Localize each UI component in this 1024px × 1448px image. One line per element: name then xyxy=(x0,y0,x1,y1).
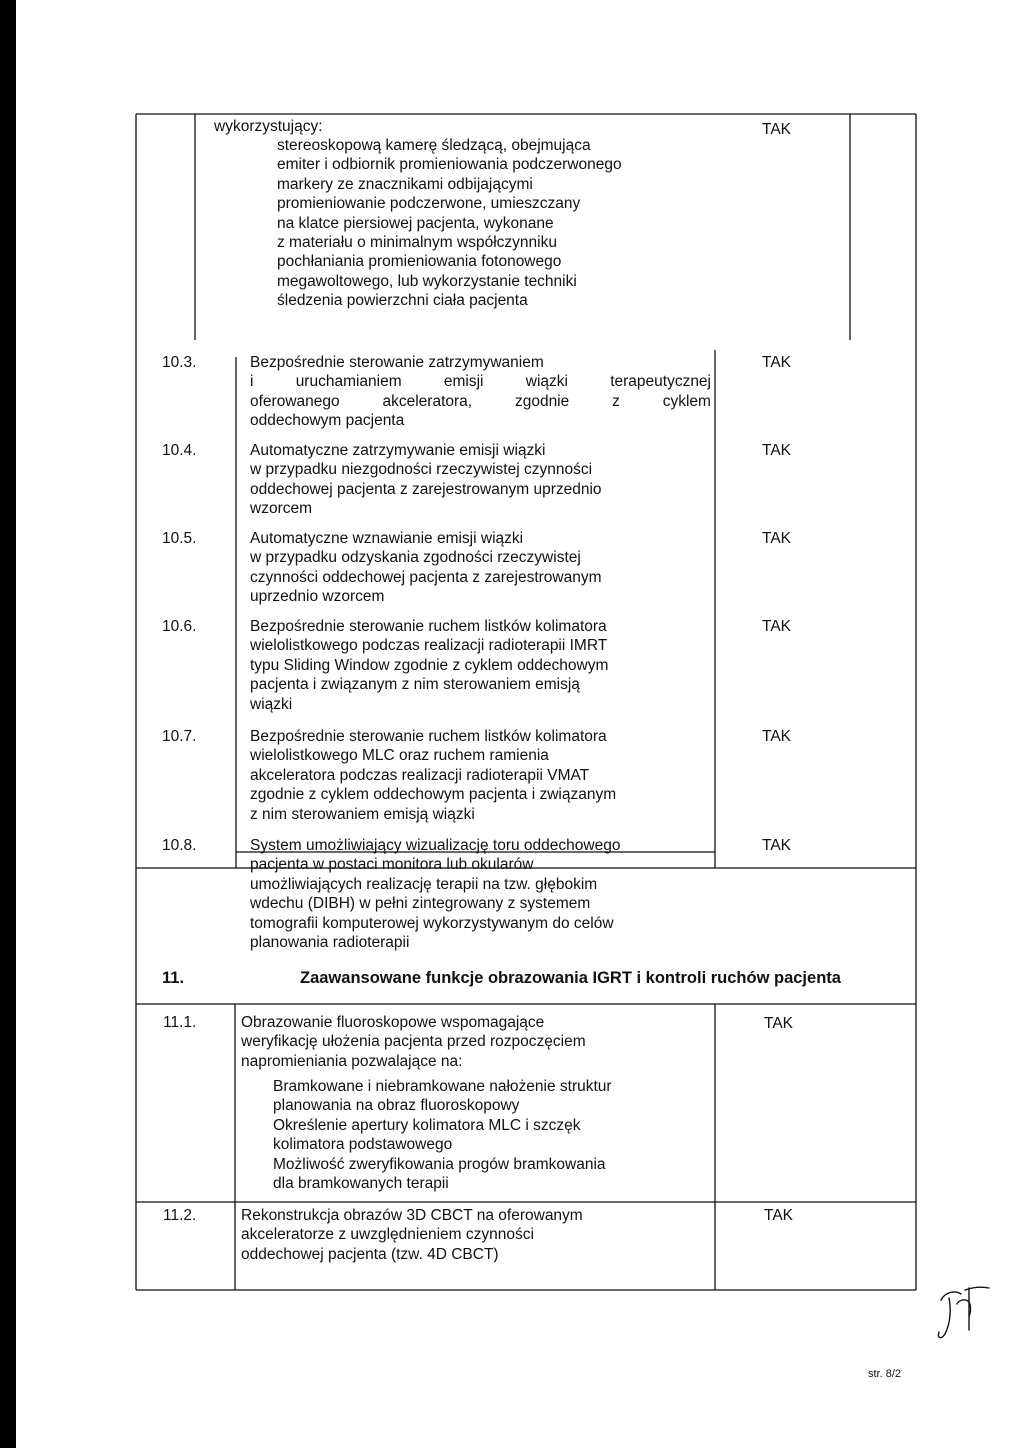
row-line: Bezpośrednie sterowanie ruchem listków kolimatora xyxy=(250,728,607,745)
row-11-1-tak: TAK xyxy=(764,1015,793,1032)
row-line: pochłaniania promieniowania fotonowego xyxy=(277,253,562,271)
row-line: pacjenta w postaci monitora lub okularów xyxy=(250,856,534,874)
row-line: oddechowej pacjenta z zarejestrowanym uprzednio xyxy=(250,480,602,498)
row-10-4-number: 10.4. xyxy=(162,442,197,459)
row-line: uprzednio wzorcem xyxy=(250,588,385,606)
row-line: planowania na obraz fluoroskopowy xyxy=(273,1097,520,1115)
row-11-2-text xyxy=(241,1206,583,1264)
row-10-6-text xyxy=(250,617,608,714)
row-line: promieniowanie podczerwone, umieszczany xyxy=(277,195,581,213)
document-page xyxy=(16,0,1024,1448)
row-cont-tak: TAK xyxy=(762,121,791,138)
row-11-2-number: 11.2. xyxy=(163,1207,197,1224)
row-line: typu Sliding Window zgodnie z cyklem oddechowym xyxy=(250,656,609,674)
row-10-6-tak: TAK xyxy=(762,618,791,635)
row-line: wielolistkowego podczas realizacji radioterapii IMRT xyxy=(250,637,608,655)
row-10-8-tak: TAK xyxy=(762,837,791,854)
row-10-5-text xyxy=(250,529,602,607)
row-line: wiązki xyxy=(250,695,293,713)
row-line: oferowanego akceleratora, zgodnie z cyklem xyxy=(250,392,711,410)
row-10-7-tak: TAK xyxy=(762,728,791,745)
row-line: w przypadku niezgodności rzeczywistej czynności xyxy=(250,461,593,479)
row-line: weryfikację ułożenia pacjenta przed rozpoczęciem xyxy=(241,1033,586,1051)
row-10-5-tak: TAK xyxy=(762,530,791,547)
row-line: tomografii komputerowej wykorzystywanym do celów xyxy=(250,914,614,932)
row-line: akceleratora podczas realizacji radioterapii VMAT xyxy=(250,766,590,784)
row-10-4-text xyxy=(250,441,602,519)
row-line: Możliwość zweryfikowania progów bramkowania xyxy=(273,1155,606,1173)
row-line: z nim sterowaniem emisją wiązki xyxy=(250,805,475,823)
row-line: z materiału o minimalnym współczynniku xyxy=(277,234,557,252)
row-cont-list xyxy=(277,136,622,311)
row-cont-intro: wykorzystujący: xyxy=(214,118,323,135)
row-line: zgodnie z cyklem oddechowym pacjenta i związanym xyxy=(250,786,617,804)
row-line: markery ze znacznikami odbijającymi xyxy=(277,175,533,193)
row-line: wielolistkowego MLC oraz ruchem ramienia xyxy=(250,747,549,765)
handwritten-initials xyxy=(931,1282,1001,1348)
row-line: kolimatora podstawowego xyxy=(273,1136,453,1154)
row-line: śledzenia powierzchni ciała pacjenta xyxy=(277,292,528,310)
row-10-5-number: 10.5. xyxy=(162,530,197,547)
row-line: megawoltowego, lub wykorzystanie techniki xyxy=(277,272,577,290)
row-line: oddechowej pacjenta (tzw. 4D CBCT) xyxy=(241,1245,499,1263)
section-11-title: Zaawansowane funkcje obrazowania IGRT i kontroli ruchów pacjenta xyxy=(300,969,841,987)
row-line: Bezpośrednie sterowanie ruchem listków kolimatora xyxy=(250,618,607,635)
row-10-3-text xyxy=(250,353,711,431)
row-line: wzorcem xyxy=(250,500,313,518)
row-line: planowania radioterapii xyxy=(250,934,410,952)
row-10-7-number: 10.7. xyxy=(162,728,197,745)
row-cont-text xyxy=(214,117,323,136)
row-line: dla bramkowanych terapii xyxy=(273,1175,449,1193)
row-line: Obrazowanie fluoroskopowe wspomagające xyxy=(241,1014,545,1031)
row-line: Rekonstrukcja obrazów 3D CBCT na oferowanym xyxy=(241,1207,583,1224)
row-line: Automatyczne wznawianie emisji wiązki xyxy=(250,530,524,547)
row-line: stereoskopową kamerę śledzącą, obejmująca xyxy=(277,137,591,154)
row-line: napromieniania pozwalające na: xyxy=(241,1052,463,1070)
row-line: akceleratorze z uwzględnieniem czynności xyxy=(241,1226,534,1244)
row-11-1-number: 11.1. xyxy=(163,1014,197,1031)
row-line: czynności oddechowej pacjenta z zarejestrowanym xyxy=(250,568,602,586)
row-line: wdechu (DIBH) w pełni zintegrowany z systemem xyxy=(250,895,591,913)
row-10-8-text xyxy=(250,836,620,952)
row-line: pacjenta i związanym z nim sterowaniem emisją xyxy=(250,676,580,694)
row-line: Bezpośrednie sterowanie zatrzymywaniem xyxy=(250,354,544,371)
row-11-2-tak: TAK xyxy=(764,1207,793,1224)
row-line: na klatce piersiowej pacjenta, wykonane xyxy=(277,214,554,232)
row-10-4-tak: TAK xyxy=(762,442,791,459)
page-number: str. 8/2 xyxy=(868,1368,902,1380)
row-line: Określenie apertury kolimatora MLC i szczęk xyxy=(273,1116,581,1134)
row-10-7-text xyxy=(250,727,616,824)
row-line: umożliwiających realizację terapii na tzw. głębokim xyxy=(250,875,598,893)
row-line: oddechowym pacjenta xyxy=(250,412,405,430)
row-line: Bramkowane i niebramkowane nałożenie struktur xyxy=(273,1078,612,1095)
row-10-8-number: 10.8. xyxy=(162,837,197,854)
row-line: w przypadku odzyskania zgodności rzeczywistej xyxy=(250,549,581,567)
row-11-1-sublist xyxy=(273,1077,612,1193)
section-11-number: 11. xyxy=(162,969,185,987)
row-10-6-number: 10.6. xyxy=(162,618,197,635)
row-line: Automatyczne zatrzymywanie emisji wiązki xyxy=(250,442,546,459)
row-line: System umożliwiający wizualizację toru oddechowego xyxy=(250,837,621,854)
row-11-1-text xyxy=(241,1013,586,1071)
row-10-3-tak: TAK xyxy=(762,354,791,371)
row-line: emiter i odbiornik promieniowania podczerwonego xyxy=(277,156,622,174)
row-10-3-number: 10.3. xyxy=(162,354,197,371)
row-line: i uruchamianiem emisji wiązki terapeutycznej xyxy=(250,373,711,391)
